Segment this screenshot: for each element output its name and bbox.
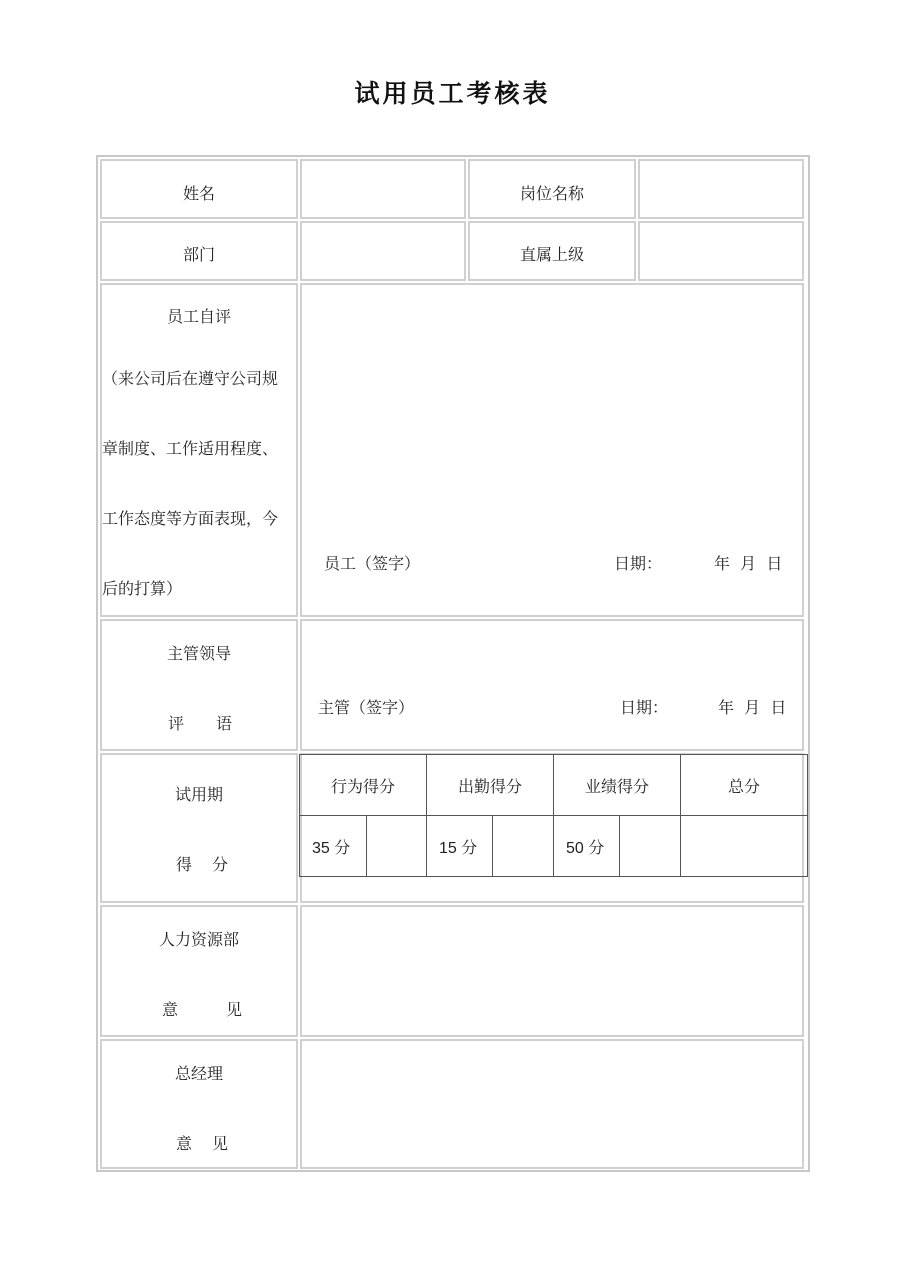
hr-label-2: 意 [162, 1000, 179, 1019]
behavior-max-score: 35 分 [300, 816, 367, 877]
hr-label-1: 人力资源部 [158, 930, 239, 949]
score-table [299, 754, 808, 877]
position-label-cell [468, 159, 636, 219]
hr-opinion-field[interactable] [300, 905, 804, 1037]
manager-label-3: 语 [216, 714, 233, 733]
self-eval-desc-3: 工作态度等方面表现，今 [102, 509, 279, 528]
total-score-input[interactable] [681, 816, 808, 877]
gm-label-cell [100, 1039, 298, 1169]
attendance-max-score: 15 分 [427, 816, 493, 877]
gm-label-2: 意 [176, 1134, 193, 1153]
name-label-cell [100, 159, 298, 219]
score-label-2: 得 [176, 855, 193, 874]
self-eval-title: 员工自评 [166, 307, 231, 326]
supervisor-label: 直属上级 [519, 245, 584, 264]
position-label: 岗位名称 [519, 184, 584, 203]
performance-score-header: 业绩得分 [554, 755, 681, 816]
behavior-score-header: 行为得分 [300, 755, 427, 816]
manager-signature-label: 主管（签字） [318, 698, 415, 717]
total-score-header: 总分 [681, 755, 808, 816]
self-eval-desc-1: （来公司后在遵守公司规 [102, 369, 279, 388]
self-eval-field[interactable] [300, 283, 804, 617]
manager-comment-field[interactable] [300, 619, 804, 751]
hr-label-3: 见 [226, 1000, 243, 1019]
name-field[interactable] [300, 159, 466, 219]
self-eval-desc-2: 章制度、工作适用程度、 [102, 439, 279, 458]
manager-label-1: 主管领导 [166, 644, 231, 663]
dept-label-cell [100, 221, 298, 281]
gm-label-3: 见 [212, 1134, 229, 1153]
behavior-score-input[interactable] [367, 816, 427, 877]
manager-label-cell [100, 619, 298, 751]
self-eval-desc-4: 后的打算） [102, 579, 183, 598]
hr-label-cell [100, 905, 298, 1037]
attendance-score-header: 出勤得分 [427, 755, 554, 816]
employee-date-ymd: 年 月 日 [714, 554, 783, 573]
score-label-3: 分 [212, 855, 229, 874]
dept-field[interactable] [300, 221, 466, 281]
performance-score-input[interactable] [620, 816, 681, 877]
manager-label-2: 评 [168, 714, 185, 733]
gm-label-1: 总经理 [174, 1064, 223, 1083]
employee-date-label: 日期： [614, 554, 663, 573]
employee-signature-label: 员工（签字） [324, 554, 421, 573]
gm-opinion-field[interactable] [300, 1039, 804, 1169]
dept-label: 部门 [182, 245, 215, 264]
name-label: 姓名 [182, 184, 215, 203]
attendance-score-input[interactable] [493, 816, 554, 877]
page-title: 试用员工考核表 [354, 79, 551, 108]
manager-date-ymd: 年 月 日 [718, 698, 787, 717]
self-eval-label-cell [100, 283, 298, 617]
manager-date-label: 日期： [620, 698, 669, 717]
position-field[interactable] [638, 159, 804, 219]
supervisor-label-cell [468, 221, 636, 281]
performance-max-score: 50 分 [554, 816, 620, 877]
score-label-1: 试用期 [174, 785, 223, 804]
evaluation-form [96, 155, 810, 1172]
supervisor-field[interactable] [638, 221, 804, 281]
score-label-cell [100, 753, 298, 903]
